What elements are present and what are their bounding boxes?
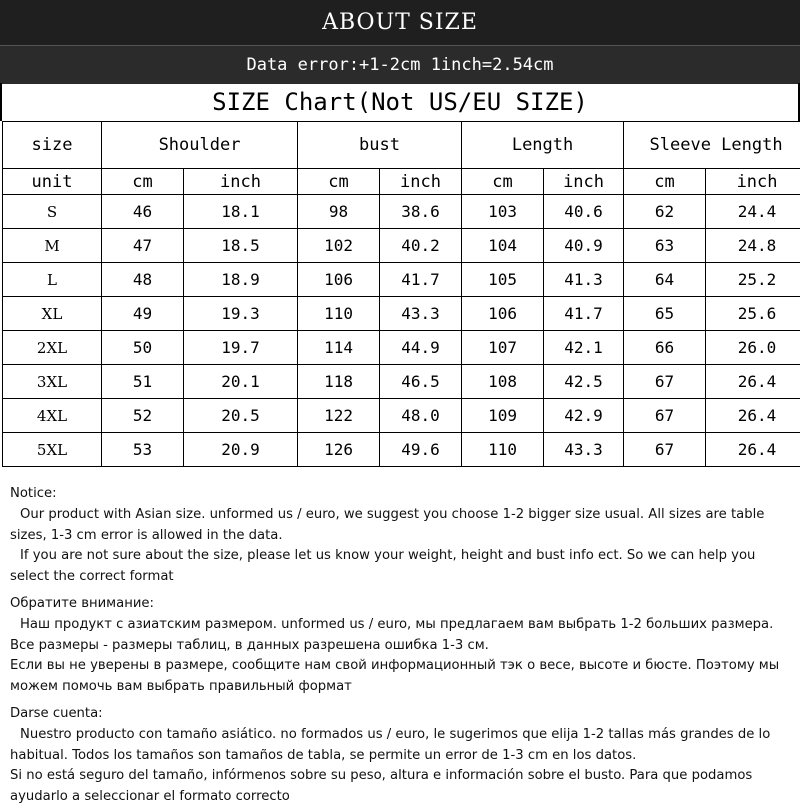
size-rows <box>3 195 800 467</box>
measurement-cell: 104 <box>462 229 544 263</box>
measurement-cell: 25.2 <box>706 263 800 297</box>
measurement-cell: 64 <box>624 263 706 297</box>
measurement-cell: 103 <box>462 195 544 229</box>
size-label-cell: M <box>3 229 102 263</box>
measurement-cell: 40.2 <box>380 229 462 263</box>
measurement-cell: 20.9 <box>184 433 298 467</box>
measurement-cell: 26.0 <box>706 331 800 365</box>
about-size-banner: ABOUT SIZE <box>0 0 800 45</box>
notice-heading-es: Darse cuenta: <box>10 704 794 725</box>
notice-text-ru-1: Наш продукт с азиатским размером. unformed us / euro, мы предлагаем вам выбрать 1-2 больших размера. Все размеры - размеры таблиц, в данных разрешена ошибка 1-3 см. <box>10 615 794 657</box>
measurement-cell: 47 <box>102 229 184 263</box>
size-label-cell: 5XL <box>3 433 102 467</box>
measurement-cell: 110 <box>298 297 380 331</box>
table-row <box>3 263 800 297</box>
measurement-cell: 50 <box>102 331 184 365</box>
measurement-cell: 43.3 <box>544 433 624 467</box>
table-row <box>3 297 800 331</box>
notice-text-ru-2: Если вы не уверены в размере, сообщите нам свой информационный тэк о весе, высоте и бюсте. Поэтому мы можем помочь вам выбрать правильный формат <box>10 656 794 698</box>
data-error-banner: Data error:+1-2cm 1inch=2.54cm <box>0 45 800 84</box>
measurement-cell: 18.9 <box>184 263 298 297</box>
unit-cell: inch <box>184 169 298 195</box>
measurement-cell: 40.6 <box>544 195 624 229</box>
measurement-cell: 53 <box>102 433 184 467</box>
measurement-cell: 98 <box>298 195 380 229</box>
measurement-cell: 44.9 <box>380 331 462 365</box>
measurement-cell: 46 <box>102 195 184 229</box>
measurement-cell: 18.5 <box>184 229 298 263</box>
measurement-cell: 52 <box>102 399 184 433</box>
notice-text-en-1: Our product with Asian size. unformed us / euro, we suggest you choose 1-2 bigger size usual. All sizes are table sizes, 1-3 cm error is allowed in the data. <box>10 505 794 547</box>
measurement-cell: 38.6 <box>380 195 462 229</box>
notice-text-es-1: Nuestro producto con tamaño asiático. no formados us / euro, le sugerimos que elija 1-2 tallas más grandes de lo habitual. Todos los tamaños son tamaños de tabla, se permite un error de 1-3 cm en los datos. <box>10 725 794 767</box>
measurement-cell: 63 <box>624 229 706 263</box>
measurement-cell: 114 <box>298 331 380 365</box>
measurement-cell: 126 <box>298 433 380 467</box>
size-label-cell: 4XL <box>3 399 102 433</box>
header-length: Length <box>462 122 624 169</box>
measurement-cell: 118 <box>298 365 380 399</box>
header-row <box>3 122 800 169</box>
size-table <box>2 121 800 467</box>
size-chart-title: SIZE Chart(Not US/EU SIZE) <box>0 83 800 121</box>
measurement-cell: 19.7 <box>184 331 298 365</box>
measurement-cell: 41.3 <box>544 263 624 297</box>
measurement-cell: 102 <box>298 229 380 263</box>
measurement-cell: 65 <box>624 297 706 331</box>
notice-text-en-2: If you are not sure about the size, please let us know your weight, height and bust info ect. So we can help you select the correct format <box>10 546 794 588</box>
unit-cell: cm <box>624 169 706 195</box>
table-row <box>3 331 800 365</box>
table-row <box>3 195 800 229</box>
measurement-cell: 48 <box>102 263 184 297</box>
notice-heading-ru: Обратите внимание: <box>10 594 794 615</box>
measurement-cell: 67 <box>624 399 706 433</box>
measurement-cell: 42.5 <box>544 365 624 399</box>
measurement-cell: 41.7 <box>380 263 462 297</box>
measurement-cell: 49.6 <box>380 433 462 467</box>
measurement-cell: 25.6 <box>706 297 800 331</box>
measurement-cell: 49 <box>102 297 184 331</box>
measurement-cell: 26.4 <box>706 399 800 433</box>
table-row <box>3 365 800 399</box>
measurement-cell: 42.9 <box>544 399 624 433</box>
measurement-cell: 40.9 <box>544 229 624 263</box>
measurement-cell: 107 <box>462 331 544 365</box>
notice-heading-en: Notice: <box>10 484 794 505</box>
table-row <box>3 433 800 467</box>
measurement-cell: 24.8 <box>706 229 800 263</box>
unit-cell: inch <box>544 169 624 195</box>
unit-cell: inch <box>706 169 800 195</box>
measurement-cell: 41.7 <box>544 297 624 331</box>
measurement-cell: 20.1 <box>184 365 298 399</box>
unit-cell: cm <box>462 169 544 195</box>
unit-label: unit <box>3 169 102 195</box>
table-row <box>3 229 800 263</box>
measurement-cell: 20.5 <box>184 399 298 433</box>
header-shoulder: Shoulder <box>102 122 298 169</box>
measurement-cell: 108 <box>462 365 544 399</box>
size-label-cell: 3XL <box>3 365 102 399</box>
header-size: size <box>3 122 102 169</box>
measurement-cell: 67 <box>624 365 706 399</box>
measurement-cell: 24.4 <box>706 195 800 229</box>
size-label-cell: XL <box>3 297 102 331</box>
unit-cell: inch <box>380 169 462 195</box>
measurement-cell: 26.4 <box>706 433 800 467</box>
size-label-cell: 2XL <box>3 331 102 365</box>
measurement-cell: 46.5 <box>380 365 462 399</box>
measurement-cell: 110 <box>462 433 544 467</box>
table-row <box>3 399 800 433</box>
unit-row <box>3 169 800 195</box>
measurement-cell: 62 <box>624 195 706 229</box>
measurement-cell: 106 <box>298 263 380 297</box>
measurement-cell: 105 <box>462 263 544 297</box>
measurement-cell: 18.1 <box>184 195 298 229</box>
header-bust: bust <box>298 122 462 169</box>
measurement-cell: 106 <box>462 297 544 331</box>
measurement-cell: 43.3 <box>380 297 462 331</box>
measurement-cell: 66 <box>624 331 706 365</box>
measurement-cell: 48.0 <box>380 399 462 433</box>
notes-section <box>10 484 794 808</box>
measurement-cell: 19.3 <box>184 297 298 331</box>
notice-text-es-2: Si no está seguro del tamaño, infórmenos sobre su peso, altura e información sobre el busto. Para que podamos ayudarlo a seleccionar el formato correcto <box>10 766 794 808</box>
measurement-cell: 122 <box>298 399 380 433</box>
size-label-cell: L <box>3 263 102 297</box>
measurement-cell: 51 <box>102 365 184 399</box>
unit-cell: cm <box>102 169 184 195</box>
measurement-cell: 109 <box>462 399 544 433</box>
unit-cell: cm <box>298 169 380 195</box>
header-sleeve-length: Sleeve Length <box>624 122 800 169</box>
measurement-cell: 42.1 <box>544 331 624 365</box>
size-label-cell: S <box>3 195 102 229</box>
measurement-cell: 26.4 <box>706 365 800 399</box>
measurement-cell: 67 <box>624 433 706 467</box>
